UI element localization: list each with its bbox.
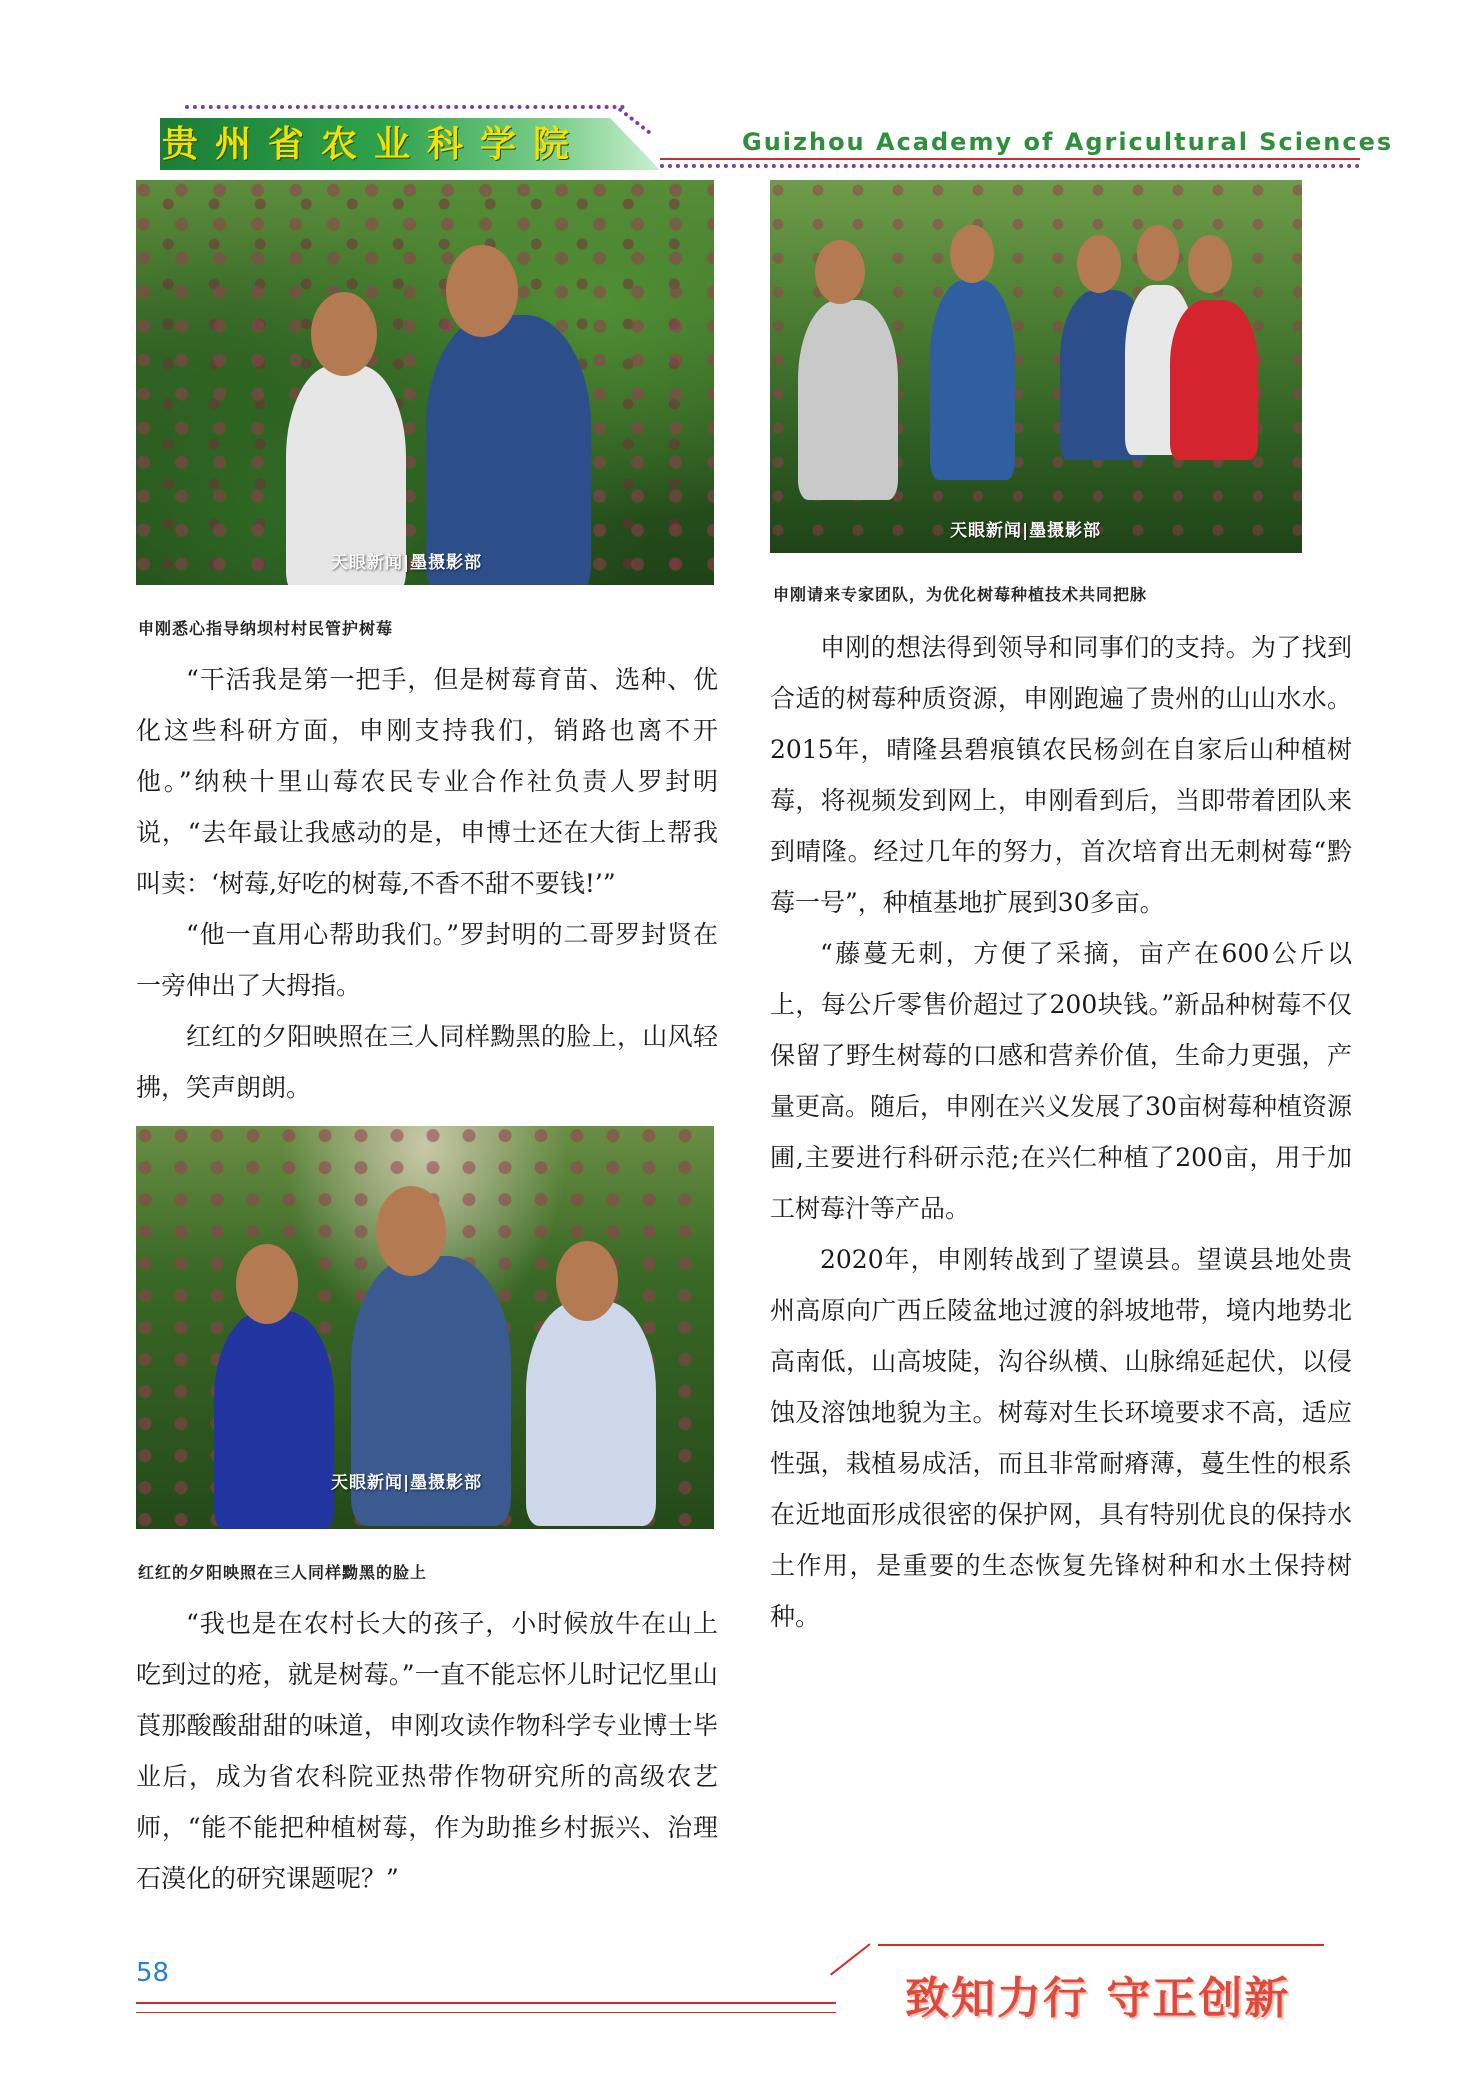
photo-watermark: 天眼新闻|墨摄影部	[950, 521, 1102, 541]
photo-watermark: 天眼新闻|墨摄影部	[331, 1473, 483, 1493]
paragraph: “他一直用心帮助我们。”罗封明的二哥罗封贤在一旁伸出了大拇指。	[136, 920, 718, 1000]
article-left-column-top	[136, 654, 718, 1113]
header-dotted-line	[185, 105, 625, 109]
paragraph: “藤蔓无刺，方便了采摘，亩产在600公斤以上，每公斤零售价超过了200块钱。”新品种树莓不仅保留了野生树莓的口感和营养价值，生命力更强，产量更高。随后，申刚在兴义发展了30亩树莓种植资源圃,主要进行科研示范;在兴仁种植了200亩，用于加工树莓汁等产品。	[770, 939, 1352, 1223]
page-number: 58	[136, 1958, 170, 1988]
photo-three-men-sunset	[136, 1126, 714, 1529]
article-left-column-bottom	[136, 1598, 718, 1904]
header-dotted-rule	[660, 164, 1360, 168]
paragraph: “我也是在农村长大的孩子，小时候放牛在山上吃到过的疮，就是树莓。”一直不能忘怀儿时记忆里山莨那酸酸甜甜的味道，申刚攻读作物科学专业博士毕业后，成为省农科院亚热带作物研究所的高级农艺师，“能不能把种植树莓，作为助推乡村振兴、治理石漠化的研究课题呢？”	[136, 1609, 718, 1893]
footer-top-rule	[878, 1944, 1324, 1946]
footer-motto: 致知力行 守正创新	[905, 1973, 1291, 2024]
paragraph: 2020年，申刚转战到了望谟县。望谟县地处贵州高原向广西丘陵盆地过渡的斜坡地带，境内地势北高南低，山高坡陡，沟谷纵横、山脉绵延起伏，以侵蚀及溶蚀地貌为主。树莓对生长环境要求不高，适应性强，栽植易成活，而且非常耐瘠薄，蔓生性的根系在近地面形成很密的保护网，具有特别优良的保持水土作用，是重要的生态恢复先锋树种和水土保持树种。	[770, 1245, 1352, 1631]
photo-watermark: 天眼新闻|墨摄影部	[331, 553, 483, 573]
header-english-title: Guizhou Academy of Agricultural Sciences	[742, 128, 1394, 156]
footer-red-rule-thin	[136, 2012, 836, 2013]
photo-caption: 申刚悉心指导纳坝村村民管护树莓	[138, 619, 394, 638]
paragraph: 红红的夕阳映照在三人同样黝黑的脸上，山风轻拂，笑声朗朗。	[136, 1022, 718, 1102]
photo-guiding-villager	[136, 180, 714, 585]
photo-caption: 红红的夕阳映照在三人同样黝黑的脸上	[138, 1563, 428, 1582]
header-chinese-title: 贵州省农业科学院	[162, 124, 587, 165]
header-red-rule	[660, 158, 1360, 160]
article-right-column	[770, 622, 1352, 1642]
paragraph: 申刚的想法得到领导和同事们的支持。为了找到合适的树莓种质资源，申刚跑遍了贵州的山山水水。2015年，晴隆县碧痕镇农民杨剑在自家后山种植树莓，将视频发到网上，申刚看到后，当即带着团队来到晴隆。经过几年的努力，首次培育出无刺树莓“黔莓一号”，种植基地扩展到30多亩。	[770, 633, 1352, 917]
photo-expert-team	[770, 180, 1302, 553]
paragraph: “干活我是第一把手，但是树莓育苗、选种、优化这些科研方面，申刚支持我们，销路也离不开他。”纳秧十里山莓农民专业合作社负责人罗封明说，“去年最让我感动的是，申博士还在大街上帮我叫卖：‘树莓,好吃的树莓,不香不甜不要钱!’”	[136, 665, 718, 898]
photo-caption: 申刚请来专家团队，为优化树莓种植技术共同把脉	[773, 585, 1148, 604]
footer-slant-rule	[830, 1943, 871, 1975]
footer-red-rule	[136, 2002, 836, 2004]
